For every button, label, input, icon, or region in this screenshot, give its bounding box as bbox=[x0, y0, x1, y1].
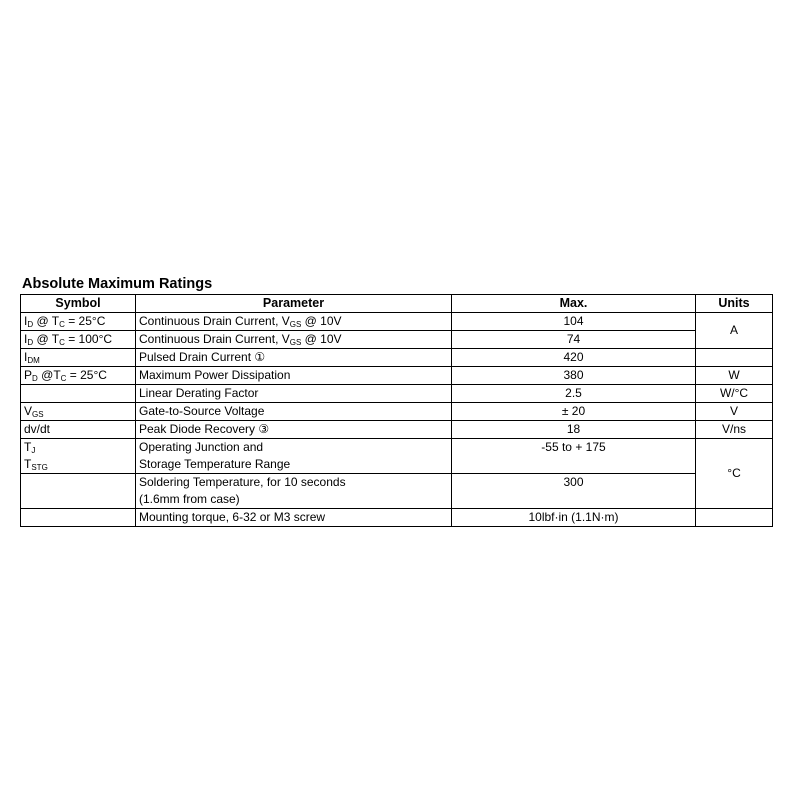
units-cell: W bbox=[696, 367, 773, 385]
max-cell: 420 bbox=[452, 349, 696, 367]
header-units: Units bbox=[696, 295, 773, 313]
units-cell: V/ns bbox=[696, 421, 773, 439]
symbol-cell: $I_D$ @ $T_C = 100^\circ C$ bbox=[21, 331, 136, 349]
symbol-cell: dv/dt bbox=[21, 421, 136, 439]
header-row bbox=[21, 295, 773, 313]
units-cell-temperature: °C bbox=[696, 439, 773, 509]
units-cell: V bbox=[696, 403, 773, 421]
header-max: Max. bbox=[452, 295, 696, 313]
table-row bbox=[21, 313, 773, 331]
max-cell: 10lbf·in (1.1N·m) bbox=[452, 509, 696, 527]
parameter-cell: Gate-to-Source Voltage bbox=[136, 403, 452, 421]
absolute-maximum-ratings-table bbox=[20, 294, 773, 527]
table-row bbox=[21, 509, 773, 527]
symbol-cell bbox=[21, 474, 136, 509]
parameter-cell: Pulsed Drain Current ① bbox=[136, 349, 452, 367]
max-cell: 74 bbox=[452, 331, 696, 349]
units-cell-empty bbox=[696, 509, 773, 527]
units-cell: W/°C bbox=[696, 385, 773, 403]
parameter-cell: Linear Derating Factor bbox=[136, 385, 452, 403]
max-cell: 18 bbox=[452, 421, 696, 439]
parameter-cell: Continuous Drain Current, $V_{GS}$ @ 10V bbox=[136, 313, 452, 331]
table-row bbox=[21, 474, 773, 509]
symbol-cell: $T_J$ $T_{STG}$ bbox=[21, 439, 136, 474]
symbol-cell: $I_D$ @ $T_C = 25^\circ C$ bbox=[21, 313, 136, 331]
table-title: Absolute Maximum Ratings bbox=[22, 276, 213, 292]
units-cell-empty bbox=[696, 349, 773, 367]
symbol-cell: $V_{GS}$ bbox=[21, 403, 136, 421]
max-cell: 380 bbox=[452, 367, 696, 385]
max-cell: 300 bbox=[452, 474, 696, 509]
parameter-cell: Continuous Drain Current, $V_{GS}$ @ 10V bbox=[136, 331, 452, 349]
table-row bbox=[21, 367, 773, 385]
parameter-cell: Operating Junction and Storage Temperature Range bbox=[136, 439, 452, 474]
symbol-cell bbox=[21, 385, 136, 403]
table-row bbox=[21, 385, 773, 403]
symbol-cell: $P_D$ $@T_C = 25^\circ C$ bbox=[21, 367, 136, 385]
symbol-cell: $I_{DM}$ bbox=[21, 349, 136, 367]
table-row bbox=[21, 403, 773, 421]
header-symbol: Symbol bbox=[21, 295, 136, 313]
max-cell: 2.5 bbox=[452, 385, 696, 403]
max-cell: 104 bbox=[452, 313, 696, 331]
table-row bbox=[21, 421, 773, 439]
symbol-cell bbox=[21, 509, 136, 527]
table-row bbox=[21, 331, 773, 349]
parameter-cell: Mounting torque, 6-32 or M3 screw bbox=[136, 509, 452, 527]
max-cell: -55 to + 175 bbox=[452, 439, 696, 474]
table-row bbox=[21, 439, 773, 474]
header-parameter: Parameter bbox=[136, 295, 452, 313]
parameter-cell: Maximum Power Dissipation bbox=[136, 367, 452, 385]
max-cell: ± 20 bbox=[452, 403, 696, 421]
parameter-cell: Soldering Temperature, for 10 seconds (1.6mm from case) bbox=[136, 474, 452, 509]
parameter-cell: Peak Diode Recovery ③ bbox=[136, 421, 452, 439]
table-row bbox=[21, 349, 773, 367]
units-cell-current: A bbox=[696, 313, 773, 349]
